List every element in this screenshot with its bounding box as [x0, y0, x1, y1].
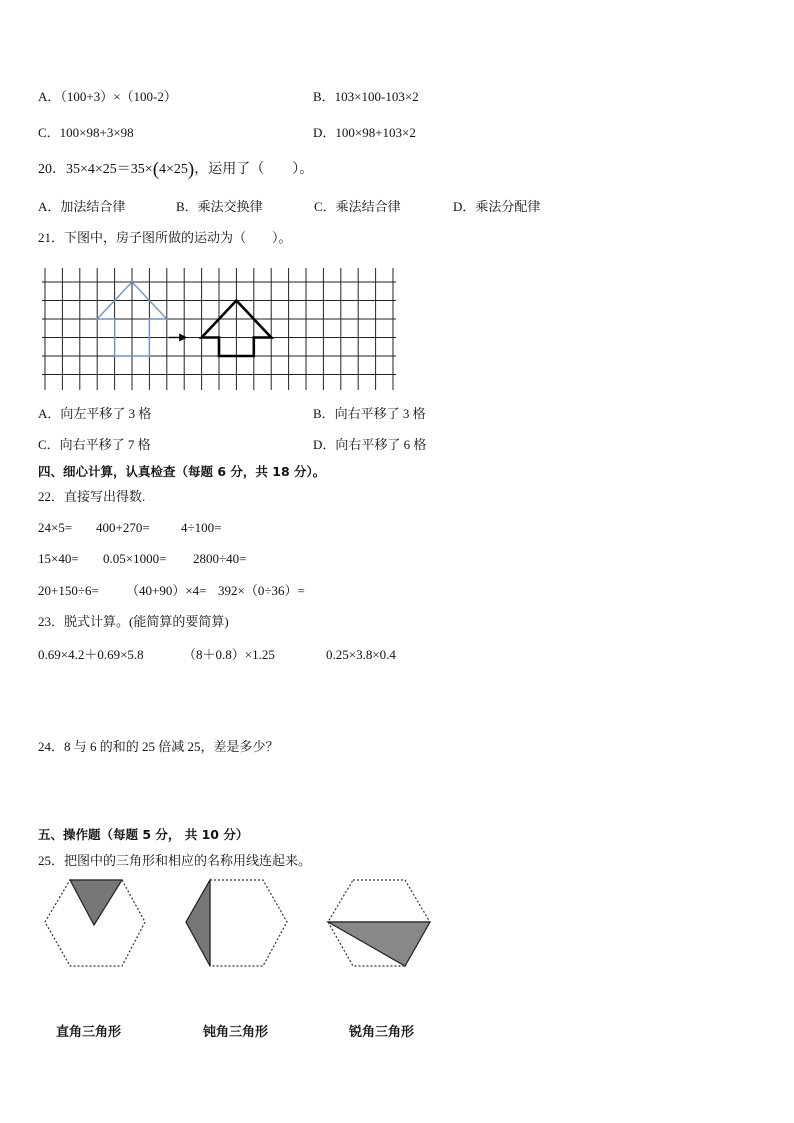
q20-option-a[interactable]: A．加法结合律 [38, 199, 126, 214]
q25-question: 25．把图中的三角形和相应的名称用线连起来。 [38, 853, 312, 868]
acute-triangle-shape [328, 922, 430, 966]
q22-question: 22．直接写出得数. [38, 489, 146, 504]
q20-option-c[interactable]: C．乘法结合律 [314, 199, 401, 214]
q22-item: 20+150÷6= [38, 583, 99, 598]
q22-item: 392×（0÷36）= [218, 583, 305, 598]
q22-item: 0.05×1000= [103, 551, 167, 566]
q20-paren-inner: 4×25 [159, 162, 188, 177]
q19-option-d[interactable]: D．100×98+103×2 [313, 125, 416, 140]
q20-number: 20． [38, 162, 66, 177]
q22-item: 24×5= [38, 520, 73, 535]
q24-question: 24．8 与 6 的和的 25 倍减 25，差是多少？ [38, 739, 279, 754]
q22-item: 15×40= [38, 551, 79, 566]
q19-option-c[interactable]: C．100×98+3×98 [38, 125, 134, 140]
q21-question: 21．下图中，房子图所做的运动为（ ）。 [38, 230, 292, 245]
q21-option-a[interactable]: A．向左平移了 3 格 [38, 406, 152, 421]
q23-question: 23．脱式计算。(能简算的要简算) [38, 614, 229, 629]
q19-option-a[interactable]: A．（100+3）×（100-2） [38, 89, 177, 104]
q20-expression: 35×4×25＝35× [66, 162, 153, 177]
q20-tail: ，运用了（ ）。 [194, 162, 314, 177]
q23-item: （8＋0.8）×1.25 [183, 647, 275, 662]
q22-item: 400+270= [96, 520, 150, 535]
q20-option-b[interactable]: B．乘法交换律 [176, 199, 263, 214]
q20-option-d[interactable]: D．乘法分配律 [453, 199, 541, 214]
q22-item: （40+90）×4= [126, 583, 207, 598]
q22-item: 2800÷40= [193, 551, 247, 566]
q21-option-c[interactable]: C．向右平移了 7 格 [38, 437, 151, 452]
q21-option-b[interactable]: B．向右平移了 3 格 [313, 406, 426, 421]
q21-option-d[interactable]: D．向右平移了 6 格 [313, 437, 427, 452]
section-4-title: 四、细心计算，认真检查（每题 6 分，共 18 分）。 [38, 464, 326, 479]
q23-item: 0.69×4.2＋0.69×5.8 [38, 647, 144, 662]
q23-item: 0.25×3.8×0.4 [326, 647, 396, 662]
q22-item: 4÷100= [181, 520, 222, 535]
q20-paren: ( [152, 159, 160, 180]
q20-paren: ) [187, 159, 195, 180]
label-obtuse-triangle[interactable]: 钝角三角形 [203, 1025, 269, 1040]
section-5-title: 五、操作题（每题 5 分， 共 10 分） [38, 827, 249, 842]
label-right-triangle[interactable]: 直角三角形 [56, 1025, 122, 1040]
label-acute-triangle[interactable]: 锐角三角形 [349, 1025, 415, 1040]
q19-option-b[interactable]: B．103×100-103×2 [313, 89, 419, 104]
